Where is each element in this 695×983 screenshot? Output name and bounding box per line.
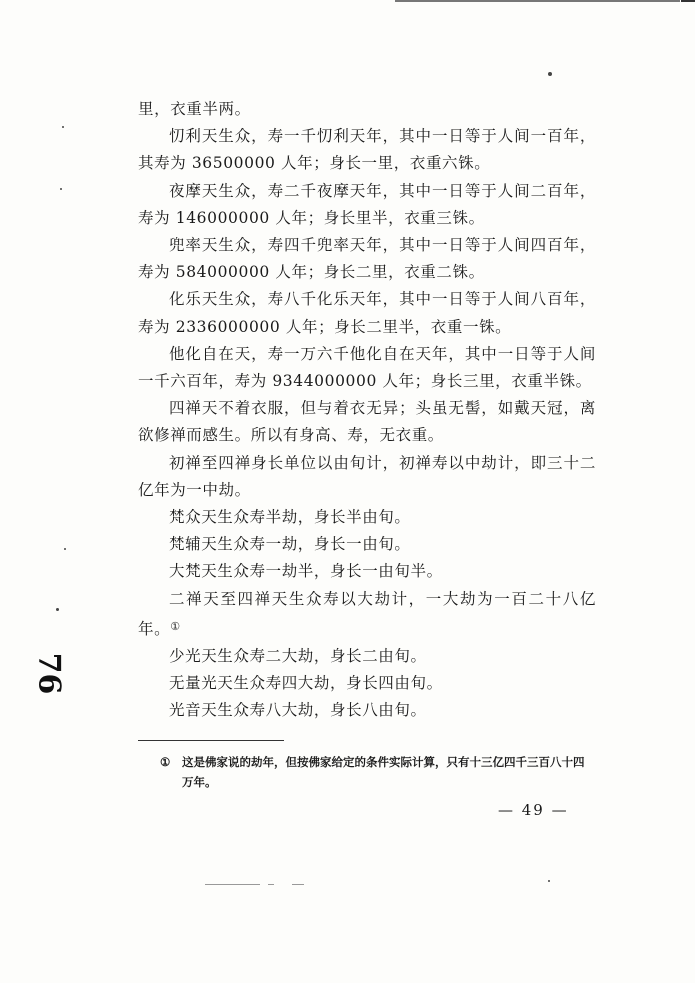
paragraph-5: 化乐天生众，寿八千化乐天年，其中一日等于人间八百年，寿为 2336000000 人年；身长二里半，衣重一铢。 — [138, 290, 596, 336]
paragraph-13: 少光天生众寿二大劫，身长二由旬。 — [169, 647, 427, 666]
scan-artifact-line — [205, 884, 260, 885]
footnote-text: 这是佛家说的劫年，但按佛家给定的条件实际计算，只有十三亿四千三百八十四万年。 — [182, 755, 585, 789]
paragraph-15: 光音天生众寿八大劫，身长八由旬。 — [169, 701, 427, 720]
scan-speck — [64, 548, 66, 550]
scan-speck — [62, 126, 64, 128]
scan-artifact-line — [292, 884, 304, 885]
paragraph-12 — [138, 586, 596, 643]
main-text — [138, 96, 596, 725]
footnote-divider — [138, 740, 284, 741]
paragraph-1: 里，衣重半两。 — [138, 100, 251, 118]
handwritten-margin-mark: 76 — [31, 652, 67, 695]
paragraph-6: 他化自在天，寿一万六千他化自在天年，其中一日等于人间一千六百年，寿为 9344000000 人年；身长三里，衣重半铢。 — [138, 344, 596, 391]
paragraph-8: 初禅至四禅身长单位以由旬计，初禅寿以中劫计，即三十二亿年为一中劫。 — [138, 453, 596, 499]
scan-speck — [60, 188, 62, 190]
footnote-mark: ① — [160, 755, 171, 769]
paragraph-7: 四禅天不着衣服，但与着衣无异；头虽无髻，如戴天冠，离欲修禅而感生。所以有身高、寿，无衣重。 — [138, 399, 596, 445]
paragraph-4: 兜率天生众，寿四千兜率天年，其中一日等于人间四百年，寿为 584000000 人年；身长二里，衣重二铢。 — [138, 236, 596, 282]
scan-speck — [56, 608, 59, 611]
paragraph-10: 梵辅天生众寿一劫，身长一由旬。 — [169, 535, 411, 554]
paragraph-2: 忉利天生众，寿一千忉利天年，其中一日等于人间一百年，其寿为 36500000 人年；身长一里，衣重六铢。 — [138, 127, 596, 173]
footnote-reference[interactable]: ① — [170, 619, 181, 633]
paragraph-14: 无量光天生众寿四大劫，身长四由旬。 — [169, 674, 443, 693]
paragraph-9: 梵众天生众寿半劫，身长半由旬。 — [169, 508, 411, 527]
footnote — [160, 752, 590, 792]
paragraph-12-text: 二禅天至四禅天生众寿以大劫计，一大劫为一百二十八亿年。 — [138, 589, 596, 638]
scan-edge-line — [395, 0, 680, 2]
paragraph-11: 大梵天生众寿一劫半，身长一由旬半。 — [169, 562, 443, 581]
scan-edge-mark — [681, 0, 695, 2]
scan-artifact-line — [268, 884, 274, 885]
scan-speck — [548, 880, 550, 882]
paragraph-3: 夜摩天生众，寿二千夜摩天年，其中一日等于人间二百年，寿为 146000000 人年；身长里半，衣重三铢。 — [138, 181, 596, 227]
page-number: — 49 — — [498, 801, 569, 819]
scan-speck — [548, 72, 552, 76]
